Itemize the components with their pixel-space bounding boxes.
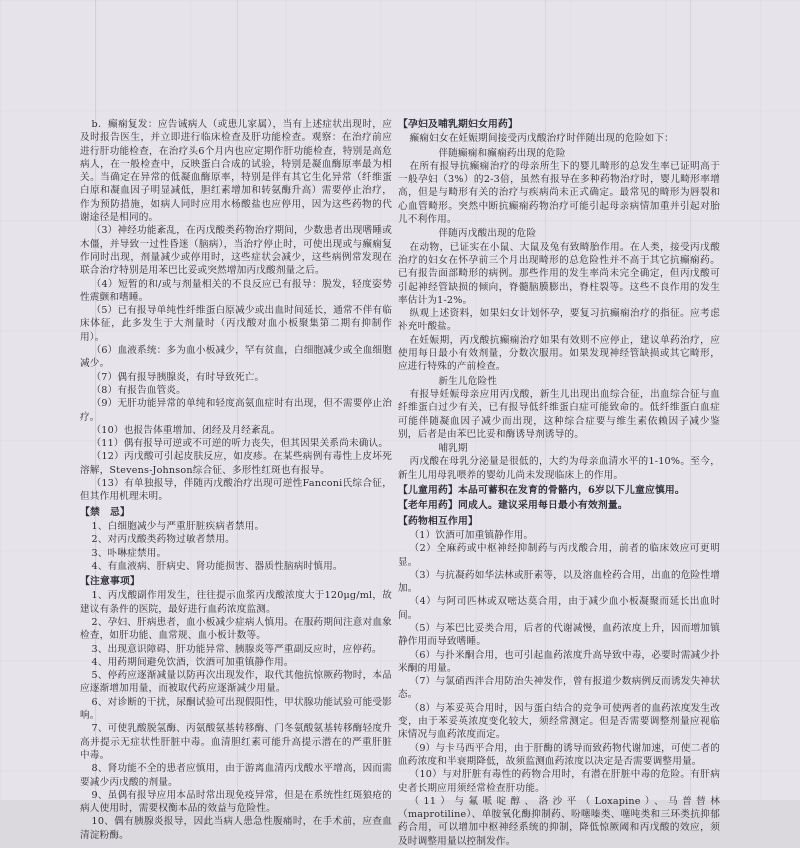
paragraph: （8）与苯妥英合用时，因与蛋白结合的竞争可使两者的血药浓度发生改变，由于苯妥英浓度变化较大，须经常测定。但是否需要调整剂量应视临床情况与血药浓度而定。 [398, 702, 720, 741]
paragraph: （11）偶有报导可逆或不可逆的听力丧失，但其因果关系尚未确认。 [91, 438, 389, 450]
paragraph: 1、白细胞减少与严重肝脏疾病者禁用。 [91, 520, 265, 532]
subsection-heading: 哺乳期 [438, 443, 468, 455]
paragraph: （9）无肝功能异常的单纯和轻度高氨血症时有出现，但不需要停止治疗。 [80, 398, 392, 423]
paragraph: 2、孕妇、肝病患者，血小板减少症病人慎用。在服药期间注意对血象检查，如肝功能、血常规、血小板计数等。 [80, 616, 392, 642]
paragraph: 在动物，已证实在小鼠、大鼠及兔有致畸胎作用。在人类，接受丙戊酸治疗的妇女在怀孕前三个月出现畸形的总危险性并不高于其它抗癫痫药。已有报告面部畸形的病例。那些作用的发生率尚未完全确定，但丙戊酸可引起神经管缺损的倾向，脊髓脑膜膨出，脊柱裂等。这些不良作用的发生率估计为1-2%。 [398, 241, 720, 306]
paragraph: b．癫痫复发：应告诫病人（或患儿家属），当有上述症状出现时，应及时报告医生，并立即进行临床检查及肝功能检查。观察：在治疗前应进行肝功能检查，在治疗头6个月内也应定期作肝功能检查，特别是高危病人，在一般检查中，反映蛋白合成的试验，特别是凝血酶原率最为相关。当确定在异常的低凝血酶原率，特别是伴有其它生化异常（纤维蛋白原和凝血因子明显减低，胆红素增加和转氨酶升高）需要停止治疗，作为预防措施，如病人同时应用水杨酸盐也应停用，因为这些药物的代谢途径是相同的。 [80, 119, 392, 224]
paragraph: （2）全麻药或中枢神经抑制药与丙戊酸合用，前者的临床效应可更明显。 [398, 543, 720, 568]
section-heading: 【药物相互作用】 [398, 515, 478, 527]
subsection-heading: 伴随丙戊酸出现的危险 [438, 228, 537, 240]
paragraph: （1）饮酒可加重镇静作用。 [409, 529, 534, 541]
section-heading: 【注意事项】 [80, 576, 140, 588]
paragraph: （4）短暂的和/或与剂量相关的不良反应已有报导：脱发，轻度姿势性震颤和嗜睡。 [80, 278, 392, 303]
paragraph: （13）有单独报导，伴随丙戊酸治疗出现可逆性Fanconi氏综合征，但其作用机理未明。 [80, 478, 392, 503]
paragraph: （10）也报告体重增加、闭经及月经紊乱。 [91, 424, 281, 436]
subsection-heading: 伴随癫痫和癫痫药出现的危险 [438, 147, 566, 159]
paragraph: （8）有报告血管炎。 [91, 384, 186, 396]
paragraph: 10、偶有胰腺炎报导，因此当病人患急性腹痛时，在手术前，应查血清淀粉酶。 [80, 816, 392, 841]
paragraph: 5、停药应逐渐减量以防再次出现发作，取代其他抗惊厥药物时，本品应逐渐增加用量，而被取代药应逐渐减少用量。 [80, 670, 392, 695]
paragraph: 癫痫妇女在妊娠期间接受丙戊酸治疗时伴随出现的危险如下： [409, 133, 674, 145]
paragraph: 3、卟啉症禁用。 [91, 547, 167, 559]
paragraph: （7）与氯硝西泮合用防治失神发作，曾有报道少数病例反而诱发失神状态。 [398, 676, 720, 701]
paragraph: （12）丙戊酸可引起皮肤反应，如皮疹。在某些病例有毒性上皮坏死溶解，Stevens-Johnson综合征、多形性红斑也有报导。 [80, 451, 392, 476]
subsection-heading: 新生儿危险性 [438, 375, 498, 387]
section-heading: 【儿童用药】本品可蓄积在发育的骨骼内，6岁以下儿童应慎用。 [398, 485, 685, 497]
paragraph: 1、丙戊酸副作用发生，往往提示血浆丙戊酸浓度大于120μg/ml，故建议有条件的医院，最好进行血药浓度监测。 [80, 590, 392, 615]
paragraph: （6）血液系统：多为血小板减少，罕有贫血，白细胞减少或全血细胞减少。 [80, 345, 392, 370]
paragraph: （5）已有报导单纯性纤维蛋白原减少或出血时间延长，通常不伴有临床体征，此多发生于大剂量时（丙戊酸对血小板聚集第二期有抑制作用）。 [80, 305, 392, 343]
paragraph: （5）与苯巴比妥类合用，后者的代谢减慢，血药浓度上升，因而增加镇静作用而导致嗜睡。 [398, 622, 720, 648]
left-text-column [80, 118, 392, 841]
paragraph: 4、有血液病、肝病史、肾功能损害、器质性脑病时慎用。 [91, 560, 343, 572]
paragraph: （6）与扑米酮合用，也可引起血药浓度升高导致中毒，必要时需减少扑米酮的用量。 [398, 649, 720, 674]
right-text-column [398, 116, 720, 847]
paragraph: （9）与卡马西平合用，由于肝酶的诱导而致药物代谢加速，可使二者的血药浓度和半衰期降低，故须监测血药浓度以决定是否需要调整用量。 [398, 742, 720, 767]
paragraph: 7、可使乳酸脱氢酶、丙氨酸氨基转移酶、门冬氨酸氨基转移酶轻度升高并提示无症状性肝脏中毒。血清胆红素可能升高提示潜在的严重肝脏中毒。 [80, 723, 392, 761]
paragraph: （7）偶有报导胰腺炎，有时导致死亡。 [91, 371, 265, 383]
paragraph: （3）与抗凝药如华法林或肝素等，以及溶血栓药合用，出血的危险性增加。 [398, 569, 720, 595]
paragraph: 4、用药期间避免饮酒，饮酒可加重镇静作用。 [91, 656, 294, 668]
paragraph: 2、对丙戊酸类药物过敏者禁用。 [91, 534, 235, 546]
paragraph: 6、对诊断的干扰，尿酮试验可出现假阳性，甲状腺功能试验可能受影响。 [80, 696, 392, 722]
paragraph: （10）与对肝脏有毒性的药物合用时，有潜在肝脏中毒的危险。有肝病史者长期应用须经常检查肝功能。 [398, 769, 720, 794]
paragraph: 在妊娠期，丙戊酸抗癫痫治疗如果有效则不应停止，建议单药治疗，应使用每日最小有效剂量，分数次服用。如果发现神经管缺损或其它畸形，应进行特殊的产前检查。 [398, 334, 720, 373]
paragraph: 有报导妊娠母亲应用丙戊酸，新生儿出现出血综合征，出血综合征与血纤维蛋白过少有关，已有报导低纤维蛋白症可能致命的。低纤维蛋白血症可能伴随凝血因子减少而出现，这种综合症要与维生素依赖因子减少鉴别，后者是由苯巴比妥和酶诱导剂诱导的。 [398, 388, 720, 440]
paragraph: 在所有报导抗癫痫治疗的母亲所生下的婴儿畸形的总发生率已证明高于一般孕妇（3%）的2-3倍，虽然有报导在多种药物治疗时，婴儿畸形率增高，但是与畸形有关的治疗与疾病尚未正式确定。最常见的畸形为唇裂和心血管畸形。突然中断抗癫痫药物治疗可能引起母亲病情加重并引起对胎儿不利作用。 [398, 160, 720, 226]
paragraph: 3、出现意识障碍、肝功能异常、胰腺炎等严重副反应时，应停药。 [91, 643, 382, 655]
section-heading: 【禁 忌】 [80, 506, 130, 518]
paragraph: 丙戊酸在母乳分泌量是很低的，大约为母亲血清水平的1-10%。至今，新生儿用母乳喂养的婴幼儿尚未发现临床上的作用。 [398, 456, 720, 481]
paragraph: 9、虽偶有报导应用本品时常出现免疫异常，但是在系统性红斑狼疮的病人使用时，需要权衡本品的效益与危险性。 [80, 789, 392, 815]
paragraph: （11）与氟哌啶醇、洛沙平（Loxapine）、马普替林（maprotiline）、单胺氧化酶抑制药、吩噻嗪类、噻吨类和三环类抗抑郁药合用，可以增加中枢神经系统的抑制，降低惊厥阈和丙戊酸的效应，须及时调整用量以控制发作。 [398, 795, 720, 847]
section-heading: 【孕妇及哺乳期妇女用药】 [398, 119, 518, 130]
paragraph: 8、肾功能不全的患者应慎用，由于游离血清丙戊酸水平增高，因而需要减少丙戊酸的剂量。 [80, 763, 392, 788]
paragraph: （3）神经功能紊乱，在丙戊酸类药物治疗期间，少数患者出现嗜睡或木僵，并导致一过性昏迷（脑病），当治疗停止时，可使出现或与癫痫复作同时出现，剂量减少或停用时，这些症状会减少，这些病例常发现在联合治疗特别是用苯巴比妥或突然增加丙戊酸剂量之后。 [80, 225, 392, 277]
paragraph: 纵观上述资料，如果妇女计划怀孕，要复习抗癫痫治疗的指征。应考虑补充叶酸盐。 [398, 308, 720, 333]
paragraph: （4）与阿司匹林或双嘧达莫合用，由于减少血小板凝聚而延长出血时间。 [398, 596, 720, 621]
section-heading: 【老年用药】同成人。建议采用每日最小有效剂量。 [398, 500, 628, 512]
